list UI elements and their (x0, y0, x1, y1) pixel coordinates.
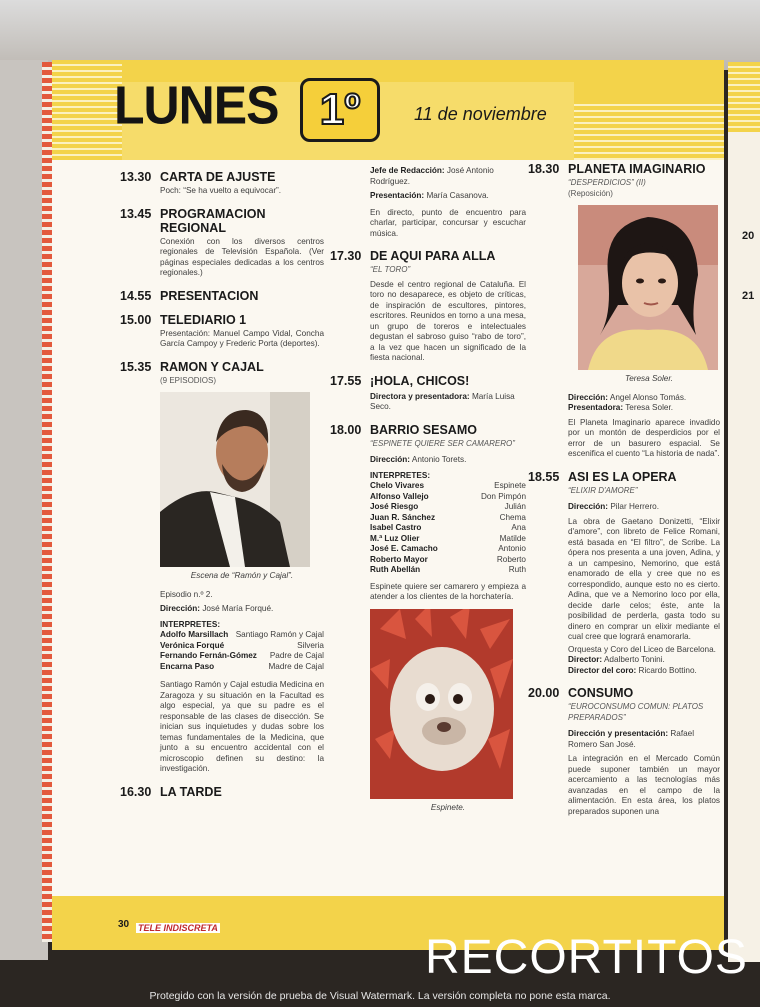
espinete-photo (370, 609, 513, 799)
cast-row: Juan R. Sánchez Chema (370, 512, 526, 522)
date-label: 11 de noviembre (414, 104, 547, 124)
barrio-cast-list (370, 481, 526, 576)
cast-row: M.ª Luz Olier Matilde (370, 533, 526, 543)
cast-row: Encarna Paso Madre de Cajal (160, 661, 324, 671)
program-la-tarde: 16.30 LA TARDE (120, 784, 222, 799)
cast-row: José Riesgo Julián (370, 502, 526, 511)
cast-row: Fernando Fernán-Gómez Padre de Cajal (160, 651, 324, 660)
program-de-aqui-para-alla: 17.30 DE AQUI PARA ALLA “EL TORO” Desde el centro regional de Cataluña. El toro no desaparece, es objeto de críticas, de inspiración de escultores, pintores, escritores. Reunidos en torno a una mesa, un grupo de toreros e intelectuales degustan el sabroso guiso “rabo de toro”, a la vez que hacen un significado de la fiesta nacional. (330, 249, 526, 362)
program-item: 13.45 PROGRAMACION REGIONAL Conexión con los diversos centros regionales de Televisión Española. (Ver páginas especiales dedicadas a los centros regionales.) (120, 206, 324, 277)
next-page-edge (728, 62, 760, 962)
next-page-time-21: 21 (742, 290, 755, 302)
magazine-page (52, 60, 724, 950)
page-number: 30 (118, 919, 130, 930)
watermark-text: RECORTITOS (425, 931, 748, 984)
ramon-y-cajal-photo (160, 392, 310, 567)
program-planeta-imaginario: 18.30 PLANETA IMAGINARIO “DESPERDICIOS” (II) (Reposición) Teresa Soler. Dirección: Angel Alonso Tomás. Presentadora: Teresa Soler. El Planeta Imaginario aparece invadido por un montón de desperdicios por el error de un basurero espacial. Se escenifica el cuento “La historia de nada”. (528, 162, 720, 458)
watermark-notice: Protegido con la versión de prueba de Visual Watermark. La versión completa no pone esta marca. (149, 990, 611, 1002)
teresa-soler-photo (578, 205, 718, 370)
next-page-time-20: 20 (742, 230, 755, 242)
program-barrio-sesamo: 18.00 BARRIO SESAMO “ESPINETE QUIERE SER CAMARERO” Dirección: Antonio Torets. INTERPRETES: Chelo Vivares Espinete Alfonso Vallejo Don Pimpón José Riesgo Julián Juan R. Sánchez Chema Isabel Castro Ana M.ª Luz Olier Matilde José E. Camacho Antonio Roberto Mayor Roberto Ruth Abellán Ruth Espinete quiere ser camarero y empieza a atender a los clientes de la horchatería. Espinete. (330, 422, 526, 812)
column-1 (120, 160, 324, 799)
program-hola-chicos: 17.55 ¡HOLA, CHICOS! Directora y presentadora: María Luisa Seco. (330, 373, 515, 411)
cast-row: Roberto Mayor Roberto (370, 554, 526, 564)
cast-row: Alfonso Vallejo Don Pimpón (370, 491, 526, 501)
cast-row: Isabel Castro Ana (370, 523, 526, 532)
program-ramon-y-cajal: 15.35 RAMON Y CAJAL (9 EPISODIOS) Escena de “Ramón y Cajal”. Episodio n.º 2. Dirección: José María Forqué. INTERPRETES: Adolfo Marsillach Santiago Ramón y Cajal Verónica Forqué Silveria Fernando Fernán-Gómez Padre de Cajal Encarna Paso Madre de Cajal Santiago Ramón y Cajal estudia Medicina en Zaragoza y su situación en la Facultad es algo especial, ya que su padre es el responsable de las clases de disección. Se inician sus inquietudes y dudas sobre los temas fundamentales de la Medicina, que junto a su encuentro accidental con el microscopio definen su destino: la investigación. (120, 359, 324, 773)
day-number-badge: 1º (300, 78, 380, 142)
cast-row: José E. Camacho Antonio (370, 544, 526, 553)
column-2: Jefe de Redacción: José Antonio Rodríguez. Presentación: María Casanova. En directo, punto de encuentro para charlar, participar, concursar y escuchar música. 17.30 DE AQUI PARA ALLA “EL TORO” Desde el centro regional de Cataluña. El toro no desaparece, es objeto de críticas, de inspiración de escultores, pintores, escritores. Reunidos en torno a una mesa, un grupo de toreros e intelectuales degustan el sabroso guiso “rabo de toro”, a la vez que hacen un significado de la fiesta nacional. 17.55 ¡HOLA, CHICOS! Directora y presentadora: María Luisa Seco. 18.00 BARRIO SESAMO “ESPINETE QUIERE SER CAMARERO” Dirección: Antonio Torets. INTERPRETES: Chelo Vivares Espinete Alfonso Vallejo Don Pimpón José Riesgo Julián Juan R. Sánchez Chema Isabel Castro Ana M.ª Luz Olier Matilde José E. Camacho Antonio Roberto Mayor Roberto Ruth Abellán Ruth Espinete quiere ser camarero y empieza a atender a los clientes de la horchatería. Espinete. (330, 166, 526, 812)
background-left (0, 60, 48, 960)
magazine-logo: TELE INDISCRETA (138, 923, 218, 933)
ramon-cast-list (160, 630, 324, 672)
cast-row: Chelo Vivares Espinete (370, 481, 526, 490)
cast-row: Verónica Forqué Silveria (160, 640, 324, 650)
program-asi-es-la-opera: 18.55 ASI ES LA OPERA “ELIXIR D'AMORE” Dirección: Pilar Herrero. La obra de Gaetano Donizetti, “Elixir d'amore”, con libreto de Felice Romani, está basada en “El filtro”, de Scribe. La ópera nos presenta a una joven, Adina, y a un campesino, Nemorino, que está enamorado de ella y cree que no es correspondido, aunque esto no es cierto. Adina, que ve a Nemorino loco por ella, decide darle celos; éste, ante la posibilidad de perderla, gasta todo su dinero en comprar un elixir mediante el cual cree que logrará enamorarla. Orquesta y Coro del Liceo de Barcelona. Director: Adalberto Tonini. Director del coro: Ricardo Bottino. (528, 469, 720, 675)
program-item: 13.30 CARTA DE AJUSTE Poch: “Se ha vuelto a equivocar”. (120, 170, 282, 195)
cast-row: Adolfo Marsillach Santiago Ramón y Cajal (160, 630, 324, 639)
program-item: 15.00 TELEDIARIO 1 Presentación: Manuel Campo Vidal, Concha García Campoy y Frederic Porta (deportes). (120, 312, 324, 348)
program-consumo: 20.00 CONSUMO “EUROCONSUMO COMUN: PLATOS PREPARADOS” Dirección y presentación: Rafael Romero San José. La integración en el Mercado Común puede suponer también un mayor acercamiento a las tecnologías más avanzadas en el campo de la alimentación. En esta área, los platos preparados suponen una (528, 686, 720, 816)
cast-row: Ruth Abellán Ruth (370, 565, 526, 574)
program-item: 14.55 PRESENTACION (120, 288, 259, 303)
day-title: LUNES (114, 74, 279, 136)
column-3 (528, 160, 720, 817)
